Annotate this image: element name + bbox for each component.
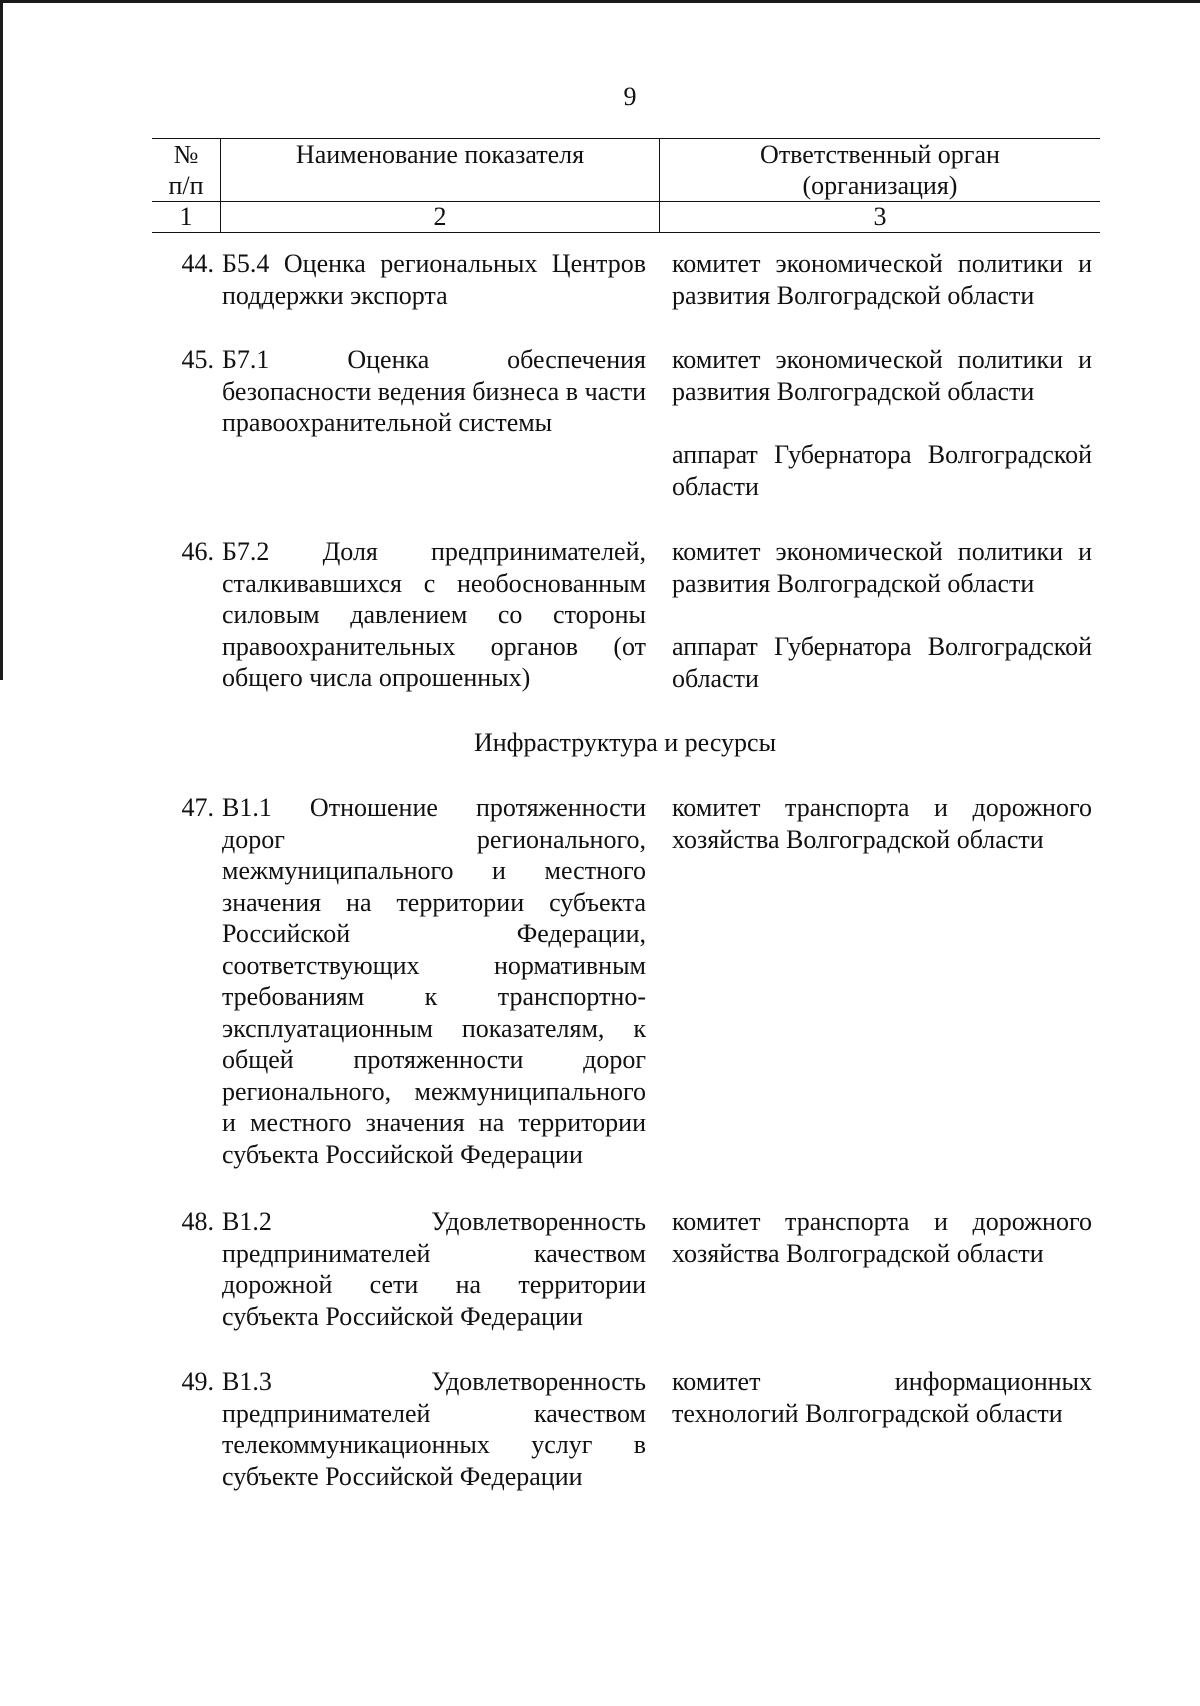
scan-edge-top [0,0,1200,3]
row-number: 49. [181,1367,214,1396]
table-header [152,138,1100,233]
row-number: 48. [181,1207,214,1236]
header-num-3: 3 [660,202,1101,233]
indicator-name: В1.3 Удовлетворенность предпринимателей качеством телекоммуникационных услуг в субъекте Российской Федерации [222,1367,646,1491]
responsible-organ: комитет экономической политики и развития Волгоградской области [672,249,1092,310]
header-col-number: № п/п [152,139,221,202]
responsible-organ: комитет информационных технологий Волгоградской области [672,1367,1092,1428]
responsible-organ: комитет экономической политики и развития Волгоградской области аппарат Губернатора Волгоградской области [672,537,1092,693]
header-num-1: 1 [152,202,221,233]
indicator-name: В1.1 Отношение протяженности дорог регионального, межмуниципального и местного значения на территории субъекта Российской Федерации, соответствующих нормативным требованиям к транспортно-эксплуатационным показателям, к общей протяженности дорог регионального, межмуниципального и местного значения на территории субъекта Российской Федерации [222,793,646,1169]
page-number: 9 [623,82,637,111]
table-row [150,1366,1100,1492]
table-row [150,792,1100,1170]
row-number: 45. [181,345,214,374]
table-row [150,536,1100,694]
responsible-organ: комитет экономической политики и развития Волгоградской области аппарат Губернатора Волгоградской области [672,345,1092,501]
row-number: 44. [181,249,214,278]
header-col-organ: Ответственный орган (организация) [660,139,1101,202]
row-number: 46. [181,537,214,566]
indicator-name: В1.2 Удовлетворенность предпринимателей качеством дорожной сети на территории субъекта Российской Федерации [222,1207,646,1331]
indicator-name: Б5.4 Оценка региональных Центров поддержки экспорта [222,249,646,310]
indicator-name: Б7.2 Доля предпринимателей, сталкивавшихся с необоснованным силовым давлением со стороны правоохранительных органов (от общего числа опрошенных) [222,537,646,692]
table-row [150,1206,1100,1332]
responsible-organ: комитет транспорта и дорожного хозяйства Волгоградской области [672,1207,1092,1268]
row-number: 47. [181,793,214,822]
table-row [150,344,1100,502]
section-title: Инфраструктура и ресурсы [473,728,777,757]
responsible-organ: комитет транспорта и дорожного хозяйства Волгоградской области [672,793,1092,854]
table-row [150,248,1100,311]
indicator-name: Б7.1 Оценка обеспечения безопасности ведения бизнеса в части правоохранительной системы [222,345,646,437]
header-num-2: 2 [221,202,660,233]
header-col-name: Наименование показателя [221,139,660,202]
